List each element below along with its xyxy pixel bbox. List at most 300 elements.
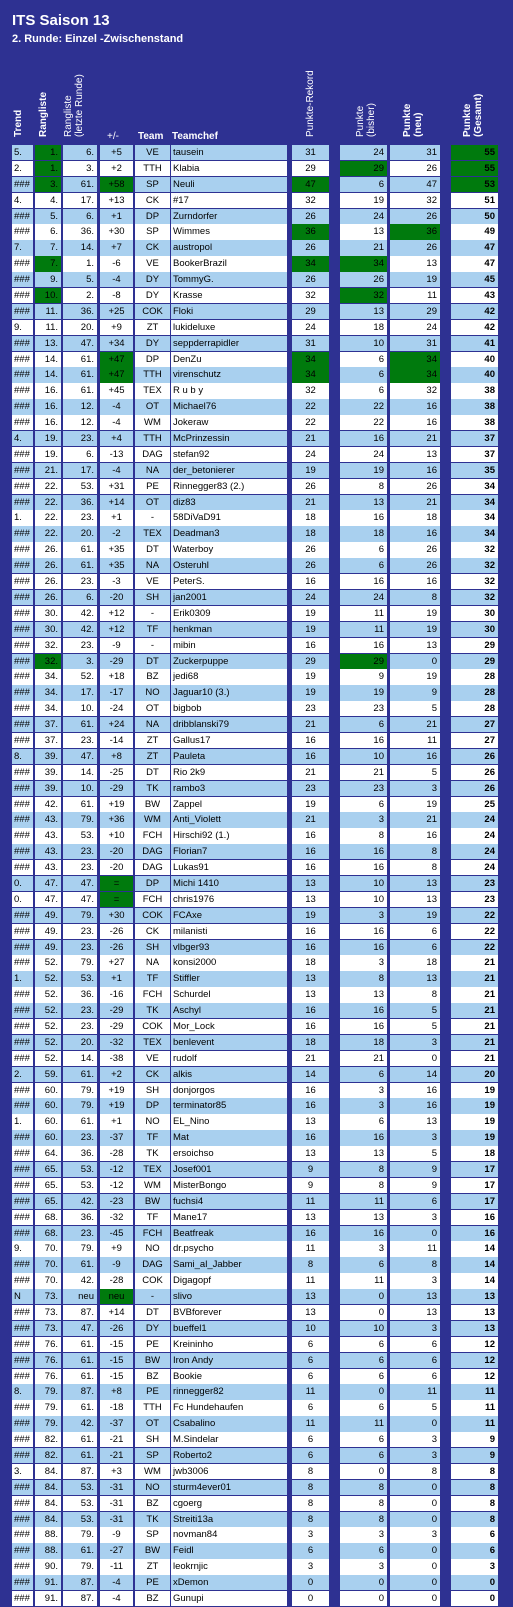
prev-rank-cell: 53.	[63, 479, 97, 494]
neu-cell: 21	[390, 431, 440, 446]
prev-rank-cell: 6.	[63, 447, 97, 462]
neu-cell: 13	[390, 1289, 440, 1304]
rank-cell: 70.	[35, 1241, 61, 1256]
prev-rank-cell: 79.	[63, 1559, 97, 1574]
prev-rank-cell: 2.	[63, 288, 97, 303]
neu-cell: 0	[390, 1512, 440, 1527]
trend-cell: ###	[12, 812, 33, 827]
rank-cell: 19.	[35, 447, 61, 462]
team-cell: BW	[135, 1353, 170, 1368]
team-cell: PE	[135, 1337, 170, 1352]
prev-rank-cell: 87.	[63, 1464, 97, 1479]
gesamt-cell: 21	[451, 1003, 498, 1018]
neu-cell: 29	[390, 304, 440, 319]
record-cell: 13	[292, 1305, 329, 1320]
gesamt-cell: 14	[451, 1241, 498, 1256]
table-row	[0, 844, 513, 860]
diff-cell: +19	[100, 797, 133, 812]
rank-cell: 22.	[35, 479, 61, 494]
trend-cell: ###	[12, 1448, 33, 1463]
record-cell: 34	[292, 256, 329, 271]
teamchef-cell: M.Sindelar	[171, 1432, 287, 1447]
teamchef-cell: diz83	[171, 495, 287, 510]
teamchef-cell: dribblanski79	[171, 717, 287, 732]
table-row	[0, 781, 513, 797]
table-row	[0, 638, 513, 654]
rank-cell: 11.	[35, 304, 61, 319]
bisher-cell: 11	[340, 606, 387, 621]
team-cell: DAG	[135, 447, 170, 462]
gesamt-cell: 21	[451, 1051, 498, 1066]
prev-rank-cell: 61.	[63, 542, 97, 557]
bisher-cell: 26	[340, 272, 387, 287]
gesamt-cell: 14	[451, 1273, 498, 1288]
team-cell: TF	[135, 1130, 170, 1145]
diff-cell: +25	[100, 304, 133, 319]
teamchef-cell: Jokeraw	[171, 415, 287, 430]
neu-cell: 0	[390, 1051, 440, 1066]
record-cell: 26	[292, 209, 329, 224]
record-cell: 16	[292, 844, 329, 859]
trend-cell: ###	[12, 304, 33, 319]
trend-cell: ###	[12, 908, 33, 923]
diff-cell: -4	[100, 1575, 133, 1590]
rank-cell: 7.	[35, 240, 61, 255]
page-subtitle: 2. Runde: Einzel -Zwischenstand	[12, 33, 184, 45]
prev-rank-cell: 87.	[63, 1591, 97, 1606]
teamchef-cell: Klabia	[171, 161, 287, 176]
rank-cell: 4.	[35, 193, 61, 208]
bisher-cell: 29	[340, 161, 387, 176]
prev-rank-cell: 12.	[63, 415, 97, 430]
gesamt-cell: 40	[451, 367, 498, 382]
prev-rank-cell: 3.	[63, 654, 97, 669]
rank-cell: 47.	[35, 892, 61, 907]
neu-cell: 8	[390, 844, 440, 859]
bisher-cell: 6	[340, 1337, 387, 1352]
prev-rank-cell: 23.	[63, 924, 97, 939]
teamchef-cell: seppderrapidler	[171, 336, 287, 351]
bisher-cell: 6	[340, 1067, 387, 1082]
table-row	[0, 479, 513, 495]
neu-cell: 19	[390, 272, 440, 287]
header-rangliste-letzte-line2: (letzte Runde)	[74, 74, 85, 137]
table-row	[0, 749, 513, 765]
bisher-cell: 0	[340, 1289, 387, 1304]
rank-cell: 91.	[35, 1575, 61, 1590]
record-cell: 31	[292, 336, 329, 351]
table-row	[0, 717, 513, 733]
bisher-cell: 16	[340, 1019, 387, 1034]
bisher-cell: 22	[340, 415, 387, 430]
diff-cell: +35	[100, 542, 133, 557]
trend-cell: ###	[12, 797, 33, 812]
trend-cell: 4.	[12, 431, 33, 446]
team-cell: NA	[135, 463, 170, 478]
teamchef-cell: Anti_Violett	[171, 812, 287, 827]
table-row	[0, 828, 513, 844]
neu-cell: 5	[390, 1400, 440, 1415]
record-cell: 18	[292, 510, 329, 525]
team-cell: OT	[135, 495, 170, 510]
neu-cell: 16	[390, 574, 440, 589]
neu-cell: 3	[390, 1321, 440, 1336]
gesamt-cell: 19	[451, 1083, 498, 1098]
neu-cell: 6	[390, 924, 440, 939]
teamchef-cell: Zurndorfer	[171, 209, 287, 224]
neu-cell: 47	[390, 177, 440, 192]
rank-cell: 22.	[35, 510, 61, 525]
record-cell: 18	[292, 955, 329, 970]
table-row	[0, 1130, 513, 1146]
team-cell: WM	[135, 1464, 170, 1479]
neu-cell: 3	[390, 1130, 440, 1145]
record-cell: 11	[292, 1194, 329, 1209]
team-cell: DY	[135, 336, 170, 351]
diff-cell: +12	[100, 622, 133, 637]
record-cell: 26	[292, 272, 329, 287]
gesamt-cell: 42	[451, 320, 498, 335]
neu-cell: 6	[390, 1337, 440, 1352]
teamchef-cell: Deadman3	[171, 526, 287, 541]
teamchef-cell: Rio 2k9	[171, 765, 287, 780]
teamchef-cell: dr.psycho	[171, 1241, 287, 1256]
table-row	[0, 1162, 513, 1178]
bisher-cell: 6	[340, 558, 387, 573]
teamchef-cell: sturm4ever01	[171, 1480, 287, 1495]
diff-cell: -26	[100, 924, 133, 939]
trend-cell: ###	[12, 1559, 33, 1574]
gesamt-cell: 37	[451, 447, 498, 462]
neu-cell: 0	[390, 1496, 440, 1511]
table-row	[0, 1432, 513, 1448]
team-cell: COK	[135, 1019, 170, 1034]
trend-cell: ###	[12, 765, 33, 780]
gesamt-cell: 24	[451, 844, 498, 859]
gesamt-cell: 23	[451, 892, 498, 907]
diff-cell: +4	[100, 431, 133, 446]
bisher-cell: 10	[340, 1321, 387, 1336]
bisher-cell: 6	[340, 1543, 387, 1558]
neu-cell: 11	[390, 1241, 440, 1256]
neu-cell: 34	[390, 367, 440, 382]
rank-cell: 59.	[35, 1067, 61, 1082]
teamchef-cell: Zuckerpuppe	[171, 654, 287, 669]
rank-cell: 39.	[35, 765, 61, 780]
neu-cell: 31	[390, 145, 440, 160]
bisher-cell: 11	[340, 1194, 387, 1209]
table-row	[0, 495, 513, 511]
rank-cell: 47.	[35, 876, 61, 891]
team-cell: DP	[135, 876, 170, 891]
prev-rank-cell: 23.	[63, 940, 97, 955]
team-cell: VE	[135, 145, 170, 160]
record-cell: 31	[292, 145, 329, 160]
team-cell: COK	[135, 908, 170, 923]
trend-cell: ###	[12, 1194, 33, 1209]
neu-cell: 5	[390, 1003, 440, 1018]
bisher-cell: 29	[340, 654, 387, 669]
diff-cell: -14	[100, 733, 133, 748]
rank-cell: 88.	[35, 1543, 61, 1558]
neu-cell: 16	[390, 415, 440, 430]
team-cell: -	[135, 638, 170, 653]
record-cell: 3	[292, 1527, 329, 1542]
prev-rank-cell: 17.	[63, 685, 97, 700]
prev-rank-cell: 53.	[63, 1496, 97, 1511]
diff-cell: -9	[100, 1257, 133, 1272]
neu-cell: 31	[390, 336, 440, 351]
gesamt-cell: 22	[451, 924, 498, 939]
record-cell: 13	[292, 1210, 329, 1225]
prev-rank-cell: 47.	[63, 876, 97, 891]
prev-rank-cell: 79.	[63, 1083, 97, 1098]
table-row	[0, 1019, 513, 1035]
trend-cell: ###	[12, 177, 33, 192]
team-cell: CK	[135, 193, 170, 208]
gesamt-cell: 55	[451, 161, 498, 176]
trend-cell: ###	[12, 1210, 33, 1225]
trend-cell: ###	[12, 463, 33, 478]
record-cell: 19	[292, 797, 329, 812]
bisher-cell: 24	[340, 145, 387, 160]
rank-cell: 52.	[35, 987, 61, 1002]
table-row	[0, 1083, 513, 1099]
teamchef-cell: Schurdel	[171, 987, 287, 1002]
neu-cell: 21	[390, 812, 440, 827]
team-cell: SH	[135, 1432, 170, 1447]
table-row	[0, 1289, 513, 1305]
record-cell: 24	[292, 320, 329, 335]
neu-cell: 19	[390, 908, 440, 923]
record-cell: 29	[292, 654, 329, 669]
diff-cell: -38	[100, 1051, 133, 1066]
prev-rank-cell: 14.	[63, 240, 97, 255]
record-cell: 18	[292, 1035, 329, 1050]
team-cell: BZ	[135, 1496, 170, 1511]
table-row	[0, 526, 513, 542]
header-trend: Trend	[13, 109, 24, 137]
record-cell: 6	[292, 1337, 329, 1352]
diff-cell: +12	[100, 606, 133, 621]
bisher-cell: 11	[340, 1416, 387, 1431]
team-cell: CK	[135, 1067, 170, 1082]
teamchef-cell: BVBforever	[171, 1305, 287, 1320]
table-row	[0, 1496, 513, 1512]
table-row	[0, 1384, 513, 1400]
diff-cell: -26	[100, 940, 133, 955]
team-cell: DAG	[135, 1257, 170, 1272]
diff-cell: -27	[100, 1543, 133, 1558]
diff-cell: +8	[100, 749, 133, 764]
table-row	[0, 336, 513, 352]
gesamt-cell: 49	[451, 224, 498, 239]
table-row	[0, 1321, 513, 1337]
trend-cell: ###	[12, 638, 33, 653]
gesamt-cell: 30	[451, 622, 498, 637]
gesamt-cell: 32	[451, 542, 498, 557]
team-cell: DT	[135, 542, 170, 557]
bisher-cell: 16	[340, 510, 387, 525]
teamchef-cell: jwb3006	[171, 1464, 287, 1479]
prev-rank-cell: 61.	[63, 367, 97, 382]
record-cell: 13	[292, 1114, 329, 1129]
teamchef-cell: tausein	[171, 145, 287, 160]
rank-cell: 30.	[35, 622, 61, 637]
page-title: ITS Saison 13	[12, 12, 110, 29]
table-row	[0, 1464, 513, 1480]
record-cell: 23	[292, 701, 329, 716]
team-cell: VE	[135, 256, 170, 271]
table-row	[0, 590, 513, 606]
bisher-cell: 8	[340, 479, 387, 494]
prev-rank-cell: 23.	[63, 1019, 97, 1034]
gesamt-cell: 26	[451, 781, 498, 796]
bisher-cell: 6	[340, 1400, 387, 1415]
trend-cell: ###	[12, 1369, 33, 1384]
prev-rank-cell: 61.	[63, 1067, 97, 1082]
table-row	[0, 908, 513, 924]
team-cell: NO	[135, 685, 170, 700]
diff-cell: -8	[100, 288, 133, 303]
team-cell: VE	[135, 574, 170, 589]
teamchef-cell: jan2001	[171, 590, 287, 605]
table-row	[0, 161, 513, 177]
teamchef-cell: Gunupi	[171, 1591, 287, 1606]
teamchef-cell: jedi68	[171, 669, 287, 684]
neu-cell: 8	[390, 860, 440, 875]
neu-cell: 3	[390, 1432, 440, 1447]
teamchef-cell: konsi2000	[171, 955, 287, 970]
prev-rank-cell: 87.	[63, 1384, 97, 1399]
team-cell: NO	[135, 1114, 170, 1129]
rank-cell: 49.	[35, 908, 61, 923]
gesamt-cell: 55	[451, 145, 498, 160]
rank-cell: 19.	[35, 431, 61, 446]
neu-cell: 26	[390, 542, 440, 557]
neu-cell: 16	[390, 1083, 440, 1098]
rank-cell: 52.	[35, 955, 61, 970]
diff-cell: +10	[100, 828, 133, 843]
diff-cell: -29	[100, 781, 133, 796]
bisher-cell: 11	[340, 622, 387, 637]
rank-cell: 68.	[35, 1210, 61, 1225]
team-cell: FCH	[135, 987, 170, 1002]
rank-cell: 84.	[35, 1496, 61, 1511]
bisher-cell: 6	[340, 717, 387, 732]
rank-cell: 42.	[35, 797, 61, 812]
bisher-cell: 11	[340, 1273, 387, 1288]
bisher-cell: 0	[340, 1575, 387, 1590]
neu-cell: 13	[390, 892, 440, 907]
neu-cell: 3	[390, 1035, 440, 1050]
team-cell: CK	[135, 240, 170, 255]
prev-rank-cell: 53.	[63, 1480, 97, 1495]
prev-rank-cell: 47.	[63, 749, 97, 764]
trend-cell: ###	[12, 224, 33, 239]
gesamt-cell: 12	[451, 1353, 498, 1368]
header-neu-line2: (neu)	[413, 112, 424, 137]
gesamt-cell: 17	[451, 1194, 498, 1209]
gesamt-cell: 19	[451, 1114, 498, 1129]
record-cell: 29	[292, 304, 329, 319]
rank-cell: 11.	[35, 320, 61, 335]
team-cell: OT	[135, 399, 170, 414]
team-cell: TTH	[135, 367, 170, 382]
prev-rank-cell: neu	[63, 1289, 97, 1304]
neu-cell: 18	[390, 510, 440, 525]
teamchef-cell: BookerBrazil	[171, 256, 287, 271]
bisher-cell: 23	[340, 781, 387, 796]
bisher-cell: 6	[340, 1448, 387, 1463]
teamchef-cell: lukideluxe	[171, 320, 287, 335]
teamchef-cell: benlevent	[171, 1035, 287, 1050]
record-cell: 16	[292, 1226, 329, 1241]
bisher-cell: 32	[340, 288, 387, 303]
header-neu-line1: Punkte	[402, 103, 413, 137]
trend-cell: 0.	[12, 892, 33, 907]
trend-cell: 5.	[12, 145, 33, 160]
bisher-cell: 8	[340, 1178, 387, 1193]
gesamt-cell: 41	[451, 336, 498, 351]
teamchef-cell: Beatfreak	[171, 1226, 287, 1241]
bisher-cell: 3	[340, 1527, 387, 1542]
gesamt-cell: 8	[451, 1480, 498, 1495]
diff-cell: +13	[100, 193, 133, 208]
neu-cell: 13	[390, 876, 440, 891]
table-row	[0, 1559, 513, 1575]
table-row	[0, 320, 513, 336]
teamchef-cell: chris1976	[171, 892, 287, 907]
team-cell: PE	[135, 1384, 170, 1399]
gesamt-cell: 9	[451, 1432, 498, 1447]
prev-rank-cell: 10.	[63, 781, 97, 796]
diff-cell: -29	[100, 1019, 133, 1034]
neu-cell: 16	[390, 749, 440, 764]
bisher-cell: 19	[340, 193, 387, 208]
prev-rank-cell: 20.	[63, 1035, 97, 1050]
bisher-cell: 3	[340, 908, 387, 923]
neu-cell: 3	[390, 1210, 440, 1225]
prev-rank-cell: 61.	[63, 1369, 97, 1384]
neu-cell: 19	[390, 606, 440, 621]
gesamt-cell: 13	[451, 1305, 498, 1320]
header-rangliste: Rangliste	[38, 91, 49, 137]
bisher-cell: 21	[340, 765, 387, 780]
record-cell: 16	[292, 1003, 329, 1018]
bisher-cell: 16	[340, 638, 387, 653]
record-cell: 13	[292, 1289, 329, 1304]
rank-cell: 65.	[35, 1162, 61, 1177]
team-cell: TK	[135, 1003, 170, 1018]
diff-cell: =	[100, 876, 133, 891]
table-row	[0, 797, 513, 813]
prev-rank-cell: 61.	[63, 1400, 97, 1415]
rank-cell: 26.	[35, 574, 61, 589]
neu-cell: 16	[390, 828, 440, 843]
teamchef-cell: leokrnjic	[171, 1559, 287, 1574]
diff-cell: -25	[100, 765, 133, 780]
gesamt-cell: 25	[451, 797, 498, 812]
rank-cell: 37.	[35, 717, 61, 732]
rank-cell: 1.	[35, 145, 61, 160]
table-row	[0, 1400, 513, 1416]
prev-rank-cell: 12.	[63, 399, 97, 414]
trend-cell: ###	[12, 415, 33, 430]
team-cell: TEX	[135, 1035, 170, 1050]
neu-cell: 3	[390, 781, 440, 796]
rank-cell: 49.	[35, 940, 61, 955]
